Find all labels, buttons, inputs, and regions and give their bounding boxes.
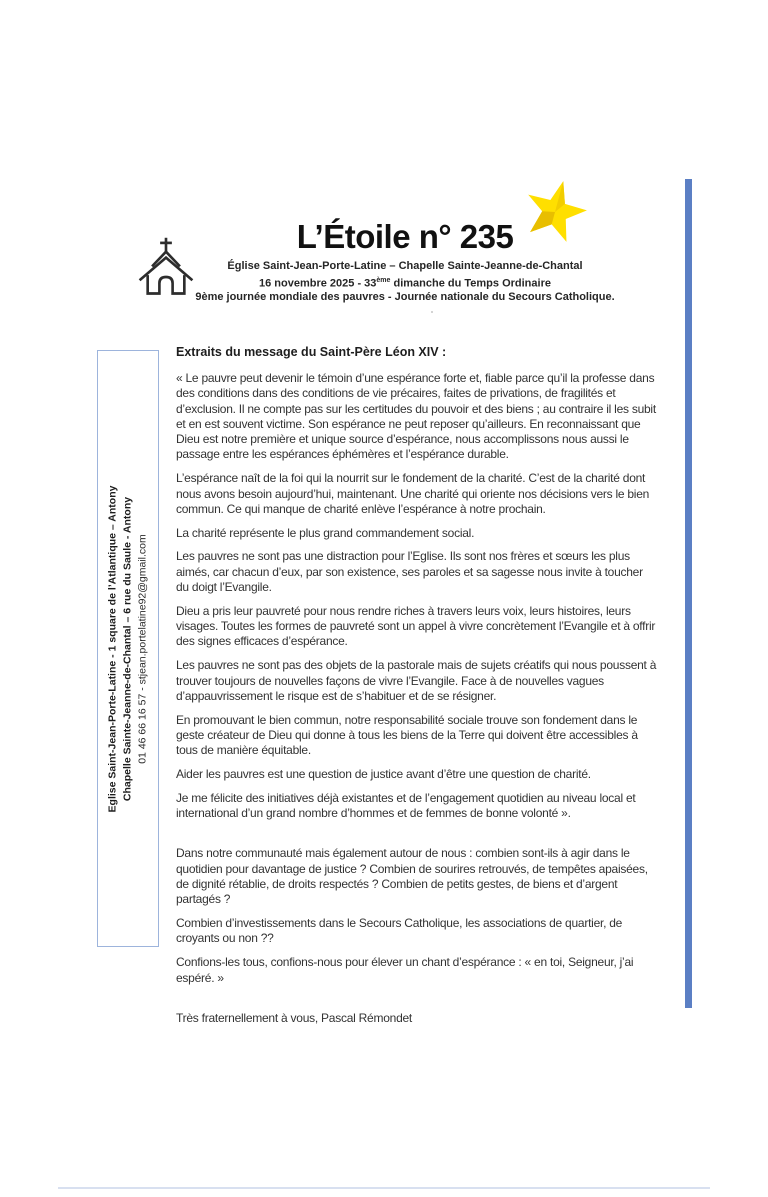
address-line-church: Eglise Saint-Jean-Porte-Latine - 1 square de l’Atlantique – Antony <box>106 485 119 812</box>
paragraph: En promouvant le bien commun, notre responsabilité sociale trouve son fondement dans le geste créateur de Dieu qui donne à tous les biens de la Terre qui doivent être accessibles à tous de manière équitable. <box>176 712 638 758</box>
paragraph: Je me félicite des initiatives déjà existantes et de l’engagement quotidien au niveau local et international d’un grand nombre d’hommes et de femmes de bonne volonté ». <box>176 790 636 821</box>
paragraph: Dans notre communauté mais également autour de nous : combien sont-ils à agir dans le quotidien pour davantage de justice ? Combien de sourires retrouvés, de tempêtes apaisées, de dignité rétablie, de droits respectés ? Combien de petits gestes, de biens et d’argent partagés ? <box>176 846 648 907</box>
paragraph: Les pauvres ne sont pas une distraction pour l’Eglise. Ils sont nos frères et sœurs les plus aimés, car chacun d’eux, par son existence, ses paroles et sa sagesse nous invite à toucher du doigt l’Evangile. <box>176 549 643 595</box>
paragraph: Combien d’investissements dans le Secours Catholique, les associations de quartier, de croyants ou non ?? <box>176 916 623 946</box>
bottom-hairline <box>58 1187 710 1189</box>
signature: Très fraternellement à vous, Pascal Rémondet <box>176 1010 413 1025</box>
scan-speck <box>431 311 433 313</box>
paragraph: L’espérance naît de la foi qui la nourrit sur le fondement de la charité. C’est de la charité dont nous avons besoin aujourd’hui, maintenant. Une charité qui oriente nos décisions vers le bien commun. Ce qui manque de charité enlève l’espérance à notre prochain. <box>176 471 650 516</box>
article <box>176 345 657 1037</box>
address-line-chapel: Chapelle Sainte-Jeanne-de-Chantal – 6 rue du Saule - Antony <box>121 496 134 801</box>
paragraph: « Le pauvre peut devenir le témoin d’une espérance forte et, fiable parce qu’il la professe dans des conditions dans des conditions de vie précaires, faites de privations, de fragilités et d’exclusion. Il ne compte pas sur les certitudes du pouvoir et des biens ; au contraire il les subit et en est souvent victime. Son espérance ne peut reposer qu’ailleurs. En reconnaissant que Dieu est notre première et unique source d’espérance, nous accomplissons nous aussi le passage entre les espérances éphémères et l’espérance durable. <box>176 371 656 462</box>
address-box <box>97 350 159 947</box>
subtitle-journee: 9ème journée mondiale des pauvres - Journée nationale du Secours Catholique. <box>195 290 615 303</box>
subtitle-date <box>155 274 655 291</box>
paragraph: Aider les pauvres est une question de justice avant d’être une question de charité. <box>176 767 591 782</box>
address-line-contact: 01 46 66 16 57 - stjean.portelatine92@gmail.com <box>136 533 149 764</box>
paragraph: Confions-les tous, confions-nous pour élever un chant d’espérance : « en toi, Seigneur, j’ai espéré. » <box>176 955 634 985</box>
subtitle-date-prefix: 16 novembre 2025 - 33 <box>259 277 377 290</box>
paragraph: La charité représente le plus grand commandement social. <box>176 525 475 540</box>
address-rotated-text <box>106 359 151 939</box>
header <box>155 219 655 304</box>
subtitle-parish: Église Saint-Jean-Porte-Latine – Chapelle Sainte-Jeanne-de-Chantal <box>227 260 583 272</box>
subtitle-date-ordinal: ème <box>376 276 391 284</box>
paragraph: Les pauvres ne sont pas des objets de la pastorale mais de sujets créatifs qui nous poussent à trouver toujours de nouvelles façons de vivre l’Evangile. Face à de nouvelles vagues d’appauvrissement le risque est de s’habituer et de se résigner. <box>176 658 657 703</box>
paragraph: Dieu a pris leur pauvreté pour nous rendre riches à travers leurs voix, leurs histoires, leurs visages. Toutes les formes de pauvreté sont un appel à vivre concrètement l’Evangile et à offrir des signes efficaces d’espérance. <box>176 603 656 649</box>
page-title: L’Étoile n° 235 <box>296 218 514 255</box>
subtitle-date-suffix: dimanche du Temps Ordinaire <box>390 277 551 290</box>
article-heading: Extraits du message du Saint-Père Léon XIV : <box>176 345 447 359</box>
accent-bar <box>685 179 692 1008</box>
